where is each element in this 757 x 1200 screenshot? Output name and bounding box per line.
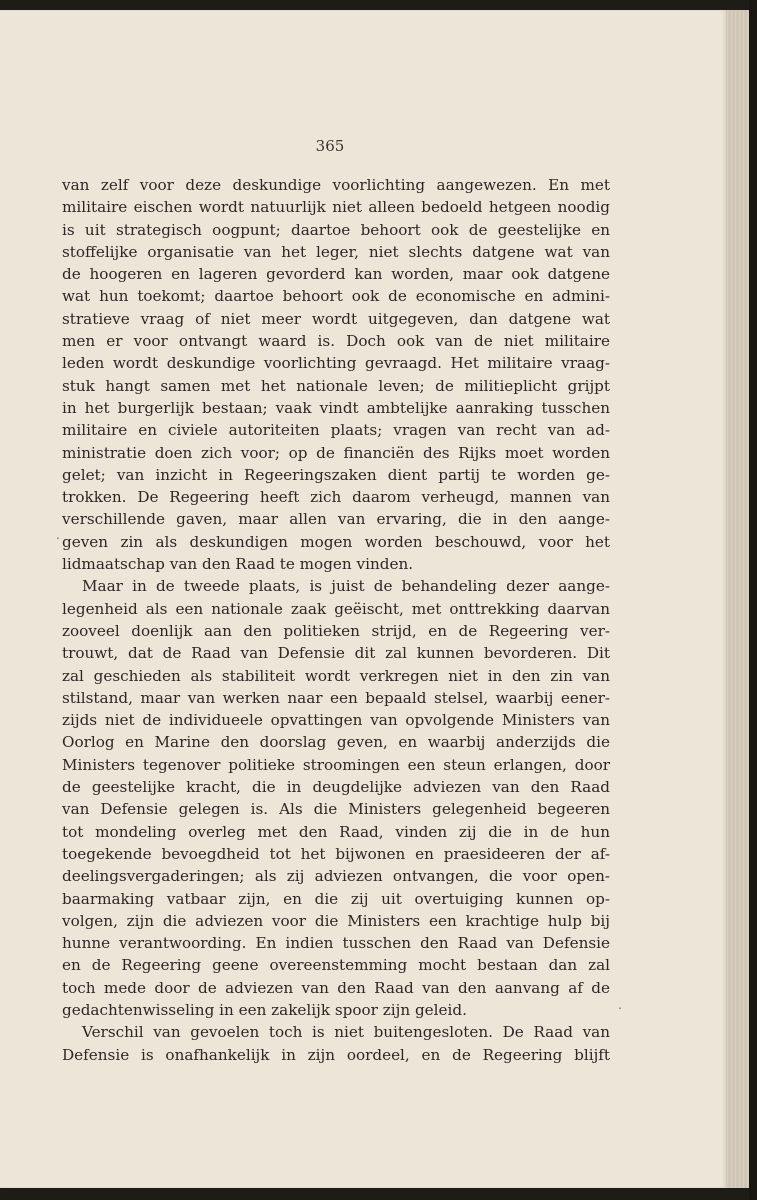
text-line: leden wordt deskundige voorlichting gevraagd. Het militaire vraag-: [62, 354, 610, 373]
text-line: in het burgerlijk bestaan; vaak vindt ambtelijke aanraking tusschen: [62, 398, 610, 417]
book-page: [0, 10, 726, 1188]
body-text: [62, 174, 610, 1066]
text-line: militaire en civiele autoriteiten plaats; vragen van recht van ad-: [62, 421, 610, 440]
text-line: geven zin als deskundigen mogen worden beschouwd, voor het: [62, 532, 610, 551]
text-line: deelingsvergaderingen; als zij adviezen ontvangen, die voor open-: [62, 867, 610, 886]
text-line: hunne verantwoording. En indien tusschen den Raad van Defensie: [62, 934, 610, 953]
text-line: gelet; van inzicht in Regeeringszaken dient partij te worden ge-: [62, 465, 610, 484]
text-line: lidmaatschap van den Raad te mogen vinden.: [62, 555, 414, 574]
text-line: wat hun toekomt; daartoe behoort ook de economische en admini-: [62, 287, 610, 306]
page-number: 365: [315, 137, 345, 155]
text-line: gedachtenwisseling in een zakelijk spoor zijn geleid.: [62, 1000, 467, 1019]
stray-mark: .: [618, 998, 622, 1012]
text-line: men er voor ontvangt waard is. Doch ook van de niet militaire: [62, 332, 610, 351]
text-line: trokken. De Regeering heeft zich daarom verheugd, mannen van: [62, 488, 610, 507]
text-line: verschillende gaven, maar allen van ervaring, die in den aange-: [62, 510, 610, 529]
text-line: zijds niet de individueele opvattingen van opvolgende Ministers van: [62, 711, 610, 730]
text-line: Verschil van gevoelen toch is niet buitengesloten. De Raad van: [82, 1023, 610, 1042]
text-line: stilstand, maar van werken naar een bepaald stelsel, waarbij eener-: [62, 688, 610, 707]
text-line: volgen, zijn die adviezen voor die Ministers een krachtige hulp bij: [62, 911, 610, 930]
text-line: van zelf voor deze deskundige voorlichting aangewezen. En met: [62, 176, 610, 194]
text-line: Defensie is onafhankelijk in zijn oordeel, en de Regeering blijft: [62, 1045, 610, 1064]
stray-mark: .: [56, 528, 60, 542]
text-line: de geestelijke kracht, die in deugdelijke adviezen van den Raad: [62, 778, 610, 797]
text-line: stoffelijke organisatie van het leger, niet slechts datgene wat van: [62, 242, 610, 261]
text-line: de hoogeren en lageren gevorderd kan worden, maar ook datgene: [62, 265, 610, 284]
text-line: stuk hangt samen met het nationale leven; de militieplicht grijpt: [62, 376, 610, 395]
page-edges: [726, 10, 749, 1188]
text-line: toch mede door de adviezen van den Raad van den aanvang af de: [62, 978, 610, 997]
text-line: legenheid als een nationale zaak geëischt, met onttrekking daarvan: [62, 599, 610, 618]
text-line: zooveel doenlijk aan den politieken strijd, en de Regeering ver-: [62, 621, 610, 640]
text-line: toegekende bevoegdheid tot het bijwonen en praesideeren der af-: [62, 844, 610, 863]
text-line: en de Regeering geene overeenstemming mocht bestaan dan zal: [62, 956, 610, 975]
text-line: militaire eischen wordt natuurlijk niet alleen bedoeld hetgeen noodig: [62, 198, 610, 217]
text-line: trouwt, dat de Raad van Defensie dit zal kunnen bevorderen. Dit: [62, 644, 610, 663]
text-line: tot mondeling overleg met den Raad, vinden zij die in de hun: [62, 822, 610, 841]
text-line: van Defensie gelegen is. Als die Ministers gelegenheid begeeren: [62, 800, 610, 819]
text-line: ministratie doen zich voor; op de financiën des Rijks moet worden: [62, 443, 610, 462]
text-line: stratieve vraag of niet meer wordt uitgegeven, dan datgene wat: [62, 309, 610, 328]
text-line: Oorlog en Marine den doorslag geven, en waarbij anderzijds die: [62, 733, 610, 752]
book-binding: [749, 0, 757, 1200]
text-line: Maar in de tweede plaats, is juist de behandeling dezer aange-: [82, 577, 610, 596]
text-line: is uit strategisch oogpunt; daartoe behoort ook de geestelijke en: [62, 220, 610, 239]
text-line: Ministers tegenover politieke stroomingen een steun erlangen, door: [62, 755, 610, 774]
text-line: zal geschieden als stabiliteit wordt verkregen niet in den zin van: [62, 666, 610, 685]
text-line: baarmaking vatbaar zijn, en die zij uit overtuiging kunnen op-: [62, 889, 610, 908]
